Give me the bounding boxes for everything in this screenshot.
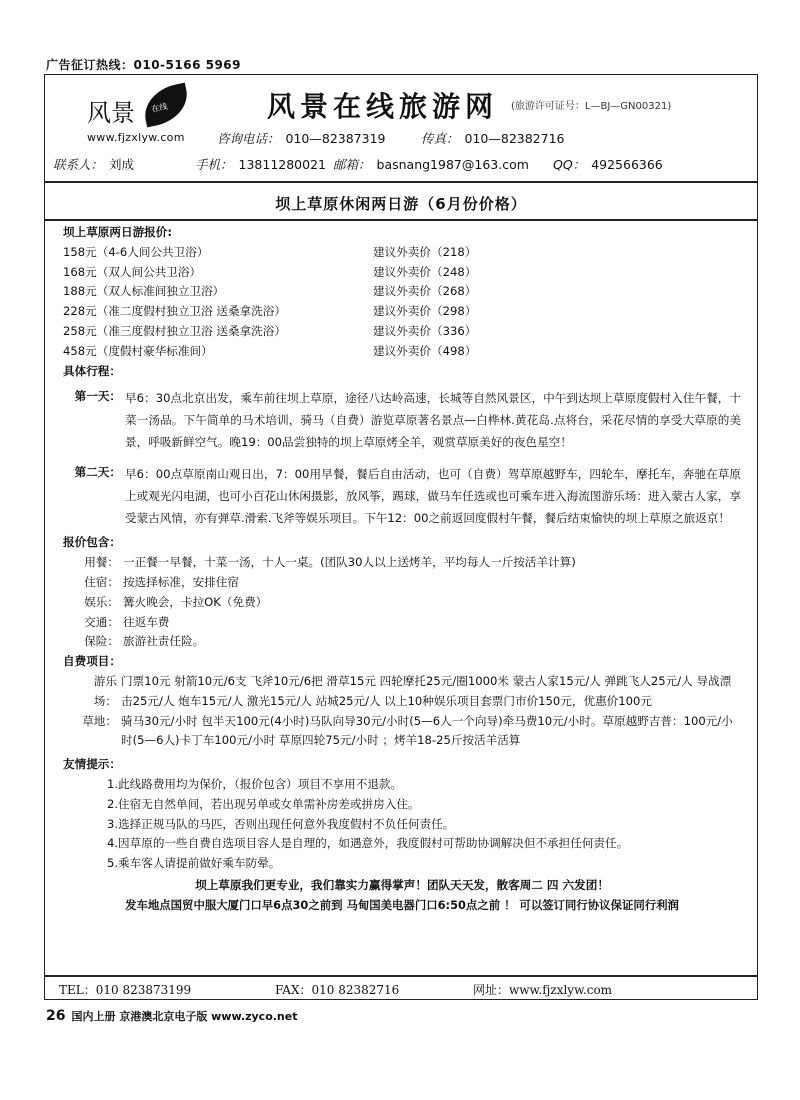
price-suggested: 建议外卖价（248） bbox=[373, 264, 477, 279]
include-key: 交通： bbox=[84, 614, 119, 629]
tip-item: 5.乘车客人请提前做好乘车防晕。 bbox=[107, 856, 281, 871]
include-item bbox=[63, 613, 741, 633]
email-line bbox=[333, 155, 529, 173]
divider bbox=[45, 219, 757, 221]
fee-key: 游乐场： bbox=[93, 673, 117, 708]
mobile-label: 手机： bbox=[195, 157, 233, 172]
tip-item: 3.选择正规马队的马匹，否则出现任何意外我度假村不负任何责任。 bbox=[107, 816, 455, 831]
fax-label: 传真： bbox=[421, 131, 459, 146]
phone-line bbox=[217, 129, 386, 147]
footer-web: 网址：www.fjzxlyw.com bbox=[473, 983, 613, 997]
include-value: 一正餐一早餐，十菜一汤，十人一桌。(团队30人以上送烤羊，平均每人一斤按活羊计算) bbox=[123, 555, 576, 570]
price-suggested: 建议外卖价（336） bbox=[373, 323, 477, 338]
fee-item bbox=[63, 672, 741, 712]
day-two-label: 第二天： bbox=[74, 465, 121, 480]
page-title: 坝上草原休闲两日游（6月份价格） bbox=[275, 195, 527, 213]
include-heading: 报价包含： bbox=[63, 535, 121, 550]
price-room: 228元（准二度假村独立卫浴 送桑拿洗浴） bbox=[63, 304, 286, 319]
include-value: 往返车费 bbox=[123, 614, 170, 629]
brand-title: 风景在线旅游网 bbox=[267, 90, 499, 123]
mobile-number: 13811280021 bbox=[238, 157, 326, 172]
qq-line bbox=[553, 155, 663, 173]
tip-item: 1.此线路费用均为保价，（报价包含）项目不享用不退款。 bbox=[107, 776, 403, 791]
price-room: 458元（度假村豪华标准间） bbox=[63, 343, 213, 358]
contact-name: 刘成 bbox=[109, 157, 135, 172]
footer-tel: TEL：010 82387319​9 bbox=[59, 983, 192, 997]
day-two bbox=[63, 463, 741, 529]
price-row bbox=[63, 243, 741, 263]
price-row bbox=[63, 342, 741, 362]
fee-item bbox=[63, 712, 741, 752]
price-row bbox=[63, 263, 741, 283]
tip-item: 4.因草原的一些自费自选项目容人是自理的，如遇意外，我度假村可帮助协调解决但不承担任何责任。 bbox=[107, 836, 629, 851]
include-value: 篝火晚会，卡拉OK（免费） bbox=[123, 594, 268, 609]
include-value: 旅游社责任险。 bbox=[123, 634, 205, 649]
include-value: 按选择标准，安排住宿 bbox=[123, 574, 239, 589]
day-one-text: 早6：30点北京出发，乘车前往坝上草原，途径八达岭高速，长城等自然风景区，中午到达坝上草原度假村入住午餐，十菜一汤品。下午简单的马术培训，骑马（自费）游览草原著名景点—白桦林.黄花岛.点将台，采花尽情的享受大草原的美景，呼吸新鲜空气。晚19：00品尝独特的坝上草原烤全羊，观赏草原美好的夜色星空！ bbox=[125, 391, 741, 450]
license-number: (旅游许可证号：L—BJ—GN00321) bbox=[511, 101, 672, 112]
page-number: 26 bbox=[46, 1008, 66, 1024]
tip-item: 2.住宿无自然单间，若出现另单或女单需补房差或拼房入住。 bbox=[107, 796, 420, 811]
page-footer bbox=[46, 1008, 297, 1024]
include-key: 娱乐： bbox=[84, 594, 119, 609]
content bbox=[63, 223, 741, 916]
price-list bbox=[63, 243, 741, 362]
day-two-text: 早6：00点草原南山观日出，7：00用早餐，餐后自由活动，也可（自费）驾草原越野车，四轮车，摩托车，奔驰在草原上或观光闪电湖，也可小百花山休闲摄影，放风筝，踢球，做马车任选或也可乘车进入海流图游乐场：进入蒙古人家，享受蒙古风情，亦有弹草.滑索.飞斧等娱乐项目。下午12：00之前返回度假村午餐，餐后结束愉快的坝上草原之旅返京！ bbox=[125, 467, 741, 526]
fee-key: 草地： bbox=[82, 713, 117, 728]
ad-hotline: 广告征订热线：010-5166 5969 bbox=[46, 58, 242, 72]
itinerary-heading: 具体行程： bbox=[63, 363, 121, 378]
include-key: 住宿： bbox=[84, 574, 119, 589]
email-label: 邮箱： bbox=[333, 157, 371, 172]
price-room: 158元（4-6人间公共卫浴） bbox=[63, 244, 209, 259]
ad-frame bbox=[44, 74, 758, 1000]
include-item bbox=[63, 632, 741, 652]
fax-number: 010—82382716 bbox=[464, 131, 565, 146]
price-suggested: 建议外卖价（218） bbox=[373, 244, 477, 259]
include-item bbox=[63, 573, 741, 593]
qq-number: 492566366 bbox=[591, 157, 663, 172]
fee-value: 门票10元 射箭10元/6支 飞斧10元/6把 滑草15元 四轮摩托25元/圈1000米 蒙古人家15元/人 弹跳飞人25元/人 导战漂击25元/人 炮车15元/人 激光15元/人 站城25元/人 以上10种娱乐项目套票门市价150元，优惠价100元 bbox=[121, 673, 732, 708]
include-key: 用餐： bbox=[84, 555, 119, 570]
price-suggested: 建议外卖价（498） bbox=[373, 343, 477, 358]
logo-text: 风景 bbox=[87, 99, 135, 127]
tips-heading: 友情提示： bbox=[63, 757, 121, 772]
selfpay-heading: 自费项目： bbox=[63, 654, 121, 669]
price-suggested: 建议外卖价（268） bbox=[373, 284, 477, 299]
email-address: basnang1987@163.com bbox=[376, 157, 529, 172]
logo-url: www.fjzxlyw.com bbox=[87, 131, 185, 144]
price-room: 168元（双人间公共卫浴） bbox=[63, 264, 202, 279]
leaf-icon bbox=[140, 83, 192, 128]
price-room: 258元（准三度假村独立卫浴 送桑拿洗浴） bbox=[63, 323, 286, 338]
include-key: 保险： bbox=[84, 634, 119, 649]
price-row bbox=[63, 282, 741, 302]
price-room: 188元（双人标准间独立卫浴） bbox=[63, 284, 225, 299]
price-suggested: 建议外卖价（298） bbox=[373, 304, 477, 319]
mobile-line bbox=[195, 155, 326, 173]
logo-leaf-text: 在线 bbox=[150, 101, 169, 114]
price-row bbox=[63, 322, 741, 342]
phone-number: 010—82387319 bbox=[285, 131, 386, 146]
fee-value: 骑马30元/小时 包半天100元(4小时)马队向导30元/小时(5—6人一个向导)牵马费10元/小时。草原越野吉普：100元/小时(5—6人)卡丁车100元/小时 草原四轮75元/小时 ；烤羊18-25斤按活羊活算 bbox=[121, 713, 733, 748]
header bbox=[45, 75, 757, 183]
departure-info: 发车地点国贸中服大厦门口早6点30之前到 马甸国美电器门口6:50点之前 ！ 可以签订同行协议保证同行利润 bbox=[125, 897, 679, 912]
footer-fax: FAX：010 82382716 bbox=[275, 983, 400, 997]
qq-label: QQ： bbox=[553, 157, 586, 172]
include-item bbox=[63, 593, 741, 613]
footer bbox=[45, 975, 757, 999]
day-one bbox=[63, 387, 741, 453]
contact-line bbox=[53, 155, 134, 173]
price-row bbox=[63, 302, 741, 322]
include-item bbox=[63, 553, 741, 573]
logo bbox=[87, 85, 197, 145]
price-heading: 坝上草原两日游报价: bbox=[63, 225, 172, 239]
contact-label: 联系人： bbox=[53, 157, 104, 172]
day-one-label: 第一天： bbox=[74, 389, 121, 404]
slogan: 坝上草原我们更专业，我们靠实力赢得掌声！团队天天发，散客周二 四 六发团！ bbox=[195, 877, 609, 892]
fax-line bbox=[421, 129, 565, 147]
page-footer-text: 国内上册 京港澳北京电子版 www.zyco.net bbox=[71, 1010, 298, 1023]
phone-label: 咨询电话： bbox=[217, 131, 280, 146]
